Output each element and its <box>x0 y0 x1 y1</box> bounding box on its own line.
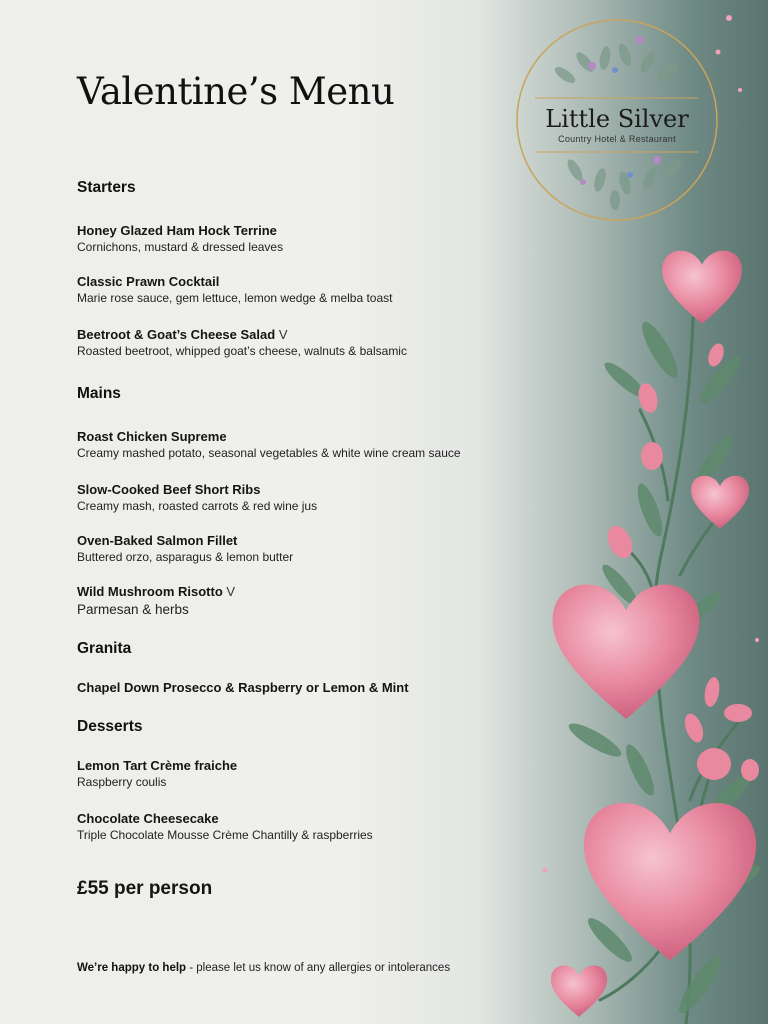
section-heading-granita: Granita <box>77 640 132 657</box>
item-description: Triple Chocolate Mousse Crème Chantilly & raspberries <box>77 828 373 842</box>
allergy-notice <box>77 962 450 974</box>
menu-item <box>77 273 547 306</box>
section-heading-starters: Starters <box>77 179 136 196</box>
item-description: Creamy mashed potato, seasonal vegetables & white wine cream sauce <box>77 446 461 460</box>
item-name: Classic Prawn Cocktail <box>77 274 220 289</box>
item-name: Lemon Tart Crème fraiche <box>77 758 238 773</box>
item-name: Honey Glazed Ham Hock Terrine <box>77 223 277 238</box>
logo-tagline: Country Hotel & Restaurant <box>558 134 676 144</box>
vegetarian-marker: V <box>278 327 288 342</box>
item-name: Chapel Down Prosecco & Raspberry or Lemon & Mint <box>77 680 409 695</box>
section-heading-desserts: Desserts <box>77 718 143 735</box>
item-description: Roasted beetroot, whipped goat’s cheese, walnuts & balsamic <box>77 344 407 358</box>
item-description: Raspberry coulis <box>77 775 167 789</box>
item-description: Marie rose sauce, gem lettuce, lemon wedge & melba toast <box>77 291 393 305</box>
menu-item <box>77 326 547 359</box>
item-name: Chocolate Cheesecake <box>77 811 219 826</box>
vegetarian-marker: V <box>226 584 236 599</box>
allergy-notice-bold: We’re happy to help <box>77 962 187 974</box>
menu-title: Valentine’s Menu <box>77 70 395 113</box>
item-name-row <box>77 583 547 600</box>
item-description: Parmesan & herbs <box>77 602 189 617</box>
menu-item <box>77 481 547 514</box>
item-name: Slow-Cooked Beef Short Ribs <box>77 482 261 497</box>
menu-item <box>77 428 547 461</box>
item-description: Creamy mash, roasted carrots & red wine jus <box>77 499 318 513</box>
item-description: Cornichons, mustard & dressed leaves <box>77 240 284 254</box>
item-description: Buttered orzo, asparagus & lemon butter <box>77 550 294 564</box>
logo-name: Little Silver <box>545 105 689 133</box>
menu-item <box>77 757 547 790</box>
item-name: Roast Chicken Supreme <box>77 429 227 444</box>
item-name: Wild Mushroom Risotto <box>77 584 223 599</box>
menu-item <box>77 532 547 565</box>
menu-item <box>77 810 547 843</box>
section-heading-mains: Mains <box>77 385 121 402</box>
price-per-person: £55 per person <box>77 878 213 899</box>
item-name-row <box>77 326 547 343</box>
menu-item <box>77 583 547 618</box>
menu-item <box>77 679 547 696</box>
allergy-notice-text: - please let us know of any allergies or intolerances <box>186 962 451 974</box>
item-name: Beetroot & Goat’s Cheese Salad <box>77 327 276 342</box>
item-name: Oven-Baked Salmon Fillet <box>77 533 238 548</box>
menu-item <box>77 222 547 255</box>
logo <box>517 104 717 144</box>
